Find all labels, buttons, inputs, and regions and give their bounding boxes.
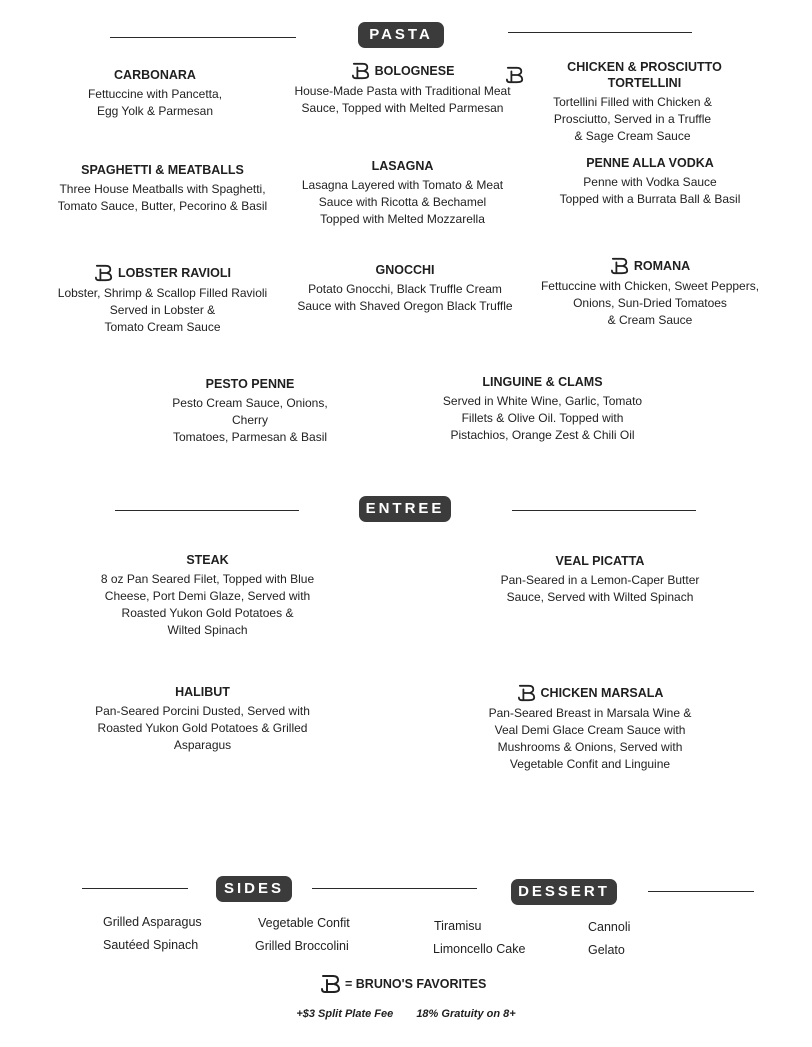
entree-rule-right — [512, 510, 696, 511]
entree-item-description-line: Pan-Seared in a Lemon-Caper Butter — [500, 573, 700, 587]
entree-item — [480, 553, 720, 606]
side-item: Vegetable Confit — [258, 916, 350, 930]
pasta-item-name — [535, 155, 765, 171]
pasta-item-title: PESTO PENNE — [205, 377, 295, 391]
pasta-item-description-line: Tortellini Filled with Chicken & — [553, 95, 712, 109]
entree-item-description-line: Mushrooms & Onions, Served with — [497, 740, 683, 754]
pasta-item-title: LASAGNA — [371, 159, 434, 173]
bruno-b-icon — [610, 257, 630, 275]
dessert-item: Tiramisu — [434, 919, 482, 933]
bruno-b-icon — [351, 62, 371, 80]
bruno-b-icon — [94, 264, 114, 282]
pasta-item-name — [280, 62, 525, 80]
pasta-item-title: GNOCCHI — [375, 263, 435, 277]
dessert-item: Cannoli — [588, 920, 631, 934]
footer-notes — [0, 1008, 812, 1020]
entree-item-description-line: Asparagus — [173, 738, 232, 752]
pasta-item-description-line: Fillets & Olive Oil. Topped with — [461, 411, 624, 425]
pasta-item-description-line: Sauce with Ricotta & Bechamel — [318, 195, 487, 209]
entree-item-name — [480, 553, 720, 569]
pasta-item — [280, 62, 525, 117]
entree-section-header: ENTREE — [359, 496, 451, 522]
pasta-item-name — [505, 59, 760, 91]
pasta-item-description-line: Tomato Sauce, Butter, Pecorino & Basil — [57, 199, 268, 213]
pasta-item-description-line: Egg Yolk & Parmesan — [96, 104, 214, 118]
entree-item-title: HALIBUT — [175, 685, 230, 699]
side-item: Grilled Asparagus — [103, 915, 202, 929]
pasta-item-description-line: Penne with Vodka Sauce — [583, 175, 717, 189]
pasta-item-title: LINGUINE & CLAMS — [482, 375, 603, 389]
dessert-item: Limoncello Cake — [433, 942, 526, 956]
pasta-item-description-line: Served in White Wine, Garlic, Tomato — [442, 394, 643, 408]
dessert-section-header: DESSERT — [511, 879, 617, 905]
entree-item-description-line: Sauce, Served with Wilted Spinach — [506, 590, 694, 604]
sides-section-header: SIDES — [216, 876, 292, 902]
pasta-item-description-line: Potato Gnocchi, Black Truffle Cream — [308, 282, 502, 296]
pasta-item-name — [40, 162, 285, 178]
pasta-item-description-line: House-Made Pasta with Traditional Meat — [294, 84, 511, 98]
pasta-item — [430, 374, 655, 444]
pasta-item-description-line: & Sage Cream Sauce — [574, 129, 691, 143]
entree-item-title: VEAL PICATTA — [555, 554, 645, 568]
entree-item-description-line: 8 oz Pan Seared Filet, Topped with Blue — [100, 572, 315, 586]
pasta-item — [285, 262, 525, 315]
pasta-item-title: CARBONARA — [114, 68, 196, 82]
legend-text: = BRUNO'S FAVORITES — [345, 977, 487, 991]
pasta-item-description-line: Sauce, Topped with Melted Parmesan — [301, 101, 504, 115]
pasta-item — [55, 67, 255, 120]
dessert-rule-right — [648, 891, 754, 892]
gratuity-note: 18% Gratuity on 8+ — [416, 1008, 516, 1020]
pasta-item-description-line: Three House Meatballs with Spaghetti, — [59, 182, 266, 196]
entree-item-description-line: Vegetable Confit and Linguine — [509, 757, 671, 771]
entree-item — [470, 684, 710, 773]
pasta-item-description-line: Sauce with Shaved Oregon Black Truffle — [297, 299, 513, 313]
pasta-item-description-line: Lobster, Shrimp & Scallop Filled Ravioli — [57, 286, 268, 300]
pasta-item — [535, 155, 765, 208]
entree-rule-left — [115, 510, 299, 511]
side-item: Sautéed Spinach — [103, 938, 199, 952]
entree-item-title: STEAK — [186, 553, 229, 567]
pasta-item-description-line: Lasagna Layered with Tomato & Meat — [301, 178, 504, 192]
pasta-item-description-line: Fettuccine with Chicken, Sweet Peppers, — [540, 279, 760, 293]
pasta-item-name — [430, 374, 655, 390]
pasta-item-title: SPAGHETTI & MEATBALLS — [81, 163, 244, 177]
pasta-item-description-line: Onions, Sun-Dried Tomatoes — [573, 296, 727, 310]
pasta-item-name — [285, 262, 525, 278]
pasta-item — [285, 158, 520, 228]
pasta-item-description-line: Topped with Melted Mozzarella — [320, 212, 485, 226]
pasta-section-header: PASTA — [358, 22, 444, 48]
pasta-item-name — [40, 264, 285, 282]
pasta-item-description-line: Pistachios, Orange Zest & Chili Oil — [450, 428, 635, 442]
pasta-item-name — [285, 158, 520, 174]
entree-item — [80, 684, 325, 754]
pasta-item-description-line: Topped with a Burrata Ball & Basil — [559, 192, 741, 206]
pasta-item — [505, 59, 760, 145]
pasta-item-title: PENNE ALLA VODKA — [586, 156, 714, 170]
entree-item-name — [80, 552, 335, 568]
pasta-item-description-line: Served in Lobster & — [109, 303, 216, 317]
entree-item-description-line: Pan-Seared Porcini Dusted, Served with — [95, 704, 310, 718]
side-item: Grilled Broccolini — [255, 939, 349, 953]
pasta-item — [160, 376, 340, 446]
entree-item-name — [470, 684, 710, 702]
entree-item-description-line: Veal Demi Glace Cream Sauce with — [494, 723, 686, 737]
pasta-item-description-line: Tomatoes, Parmesan & Basil — [172, 430, 328, 444]
pasta-rule-left — [110, 37, 296, 38]
pasta-item-description-line: Fettuccine with Pancetta, — [87, 87, 223, 101]
sides-rule-right — [312, 888, 477, 889]
entree-item-description-line: Wilted Spinach — [167, 623, 248, 637]
entree-item-description-line: Roasted Yukon Gold Potatoes & Grilled — [97, 721, 308, 735]
entree-item-description-line: Cheese, Port Demi Glaze, Served with — [104, 589, 311, 603]
entree-item-name — [80, 684, 325, 700]
pasta-item-name — [160, 376, 340, 392]
sides-rule-left — [82, 888, 188, 889]
dessert-item: Gelato — [588, 943, 625, 957]
pasta-item-name — [530, 257, 770, 275]
pasta-item — [530, 257, 770, 329]
pasta-item-description-line: Tomato Cream Sauce — [104, 320, 221, 334]
pasta-item-title: BOLOGNESE — [374, 64, 455, 78]
pasta-item-title: CHICKEN & PROSCIUTTO TORTELLINI — [567, 60, 722, 90]
entree-item — [80, 552, 335, 639]
pasta-item-description-line: Prosciutto, Served in a Truffle — [553, 112, 712, 126]
pasta-item-title: ROMANA — [633, 259, 691, 273]
bruno-b-icon — [517, 684, 537, 702]
entree-item-description-line: Roasted Yukon Gold Potatoes & — [121, 606, 294, 620]
pasta-rule-right — [508, 32, 692, 33]
pasta-item-name — [55, 67, 255, 83]
entree-item-description-line: Pan-Seared Breast in Marsala Wine & — [488, 706, 692, 720]
entree-item-title: CHICKEN MARSALA — [540, 686, 664, 700]
pasta-item-title: LOBSTER RAVIOLI — [118, 266, 231, 280]
bruno-b-icon — [320, 974, 342, 994]
pasta-item — [40, 162, 285, 215]
pasta-item-description-line: & Cream Sauce — [607, 313, 693, 327]
split-fee-note: +$3 Split Plate Fee — [296, 1008, 394, 1020]
pasta-item-description-line: Pesto Cream Sauce, Onions, Cherry — [172, 396, 328, 427]
favorites-legend — [320, 974, 486, 994]
pasta-item — [40, 264, 285, 336]
bruno-b-icon — [505, 66, 525, 84]
